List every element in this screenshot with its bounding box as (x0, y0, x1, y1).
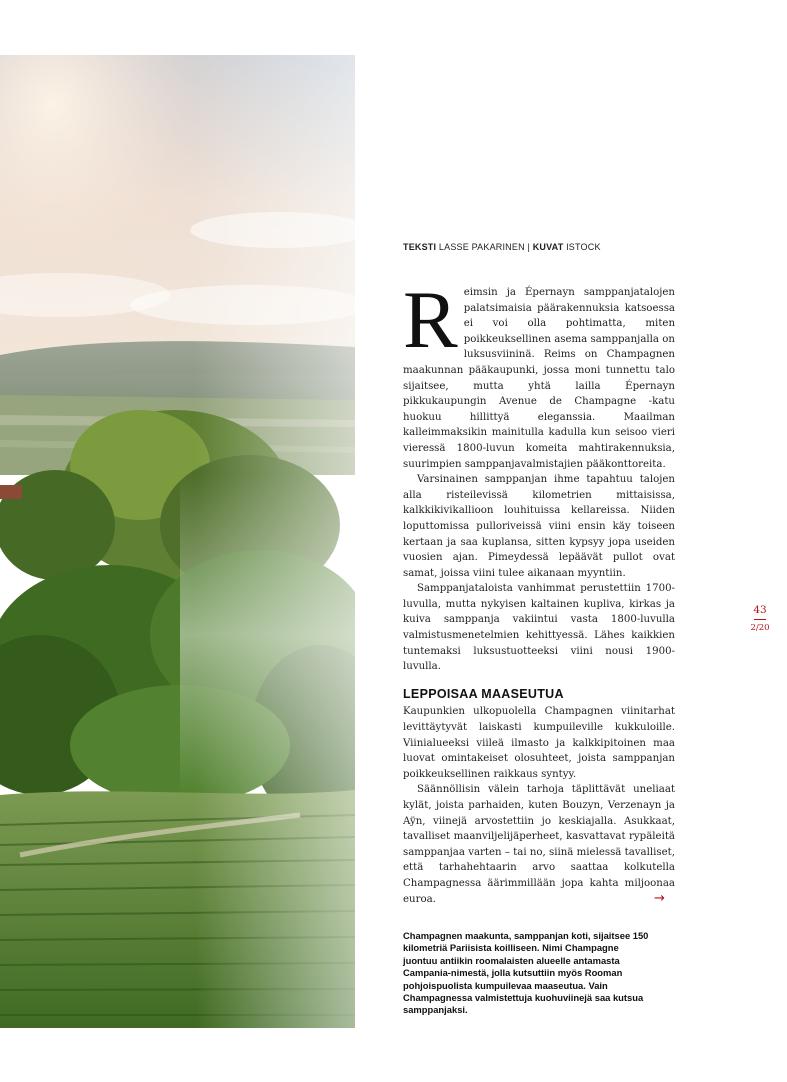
page-number: 43 (753, 604, 767, 616)
paragraph: Kaupunkien ulkopuolella Champagnen viinitarhat levittäytyvät laiskasti kumpuileville kukkuloille. Viinialueeksi viileä ilmasto ja kalkkipitoinen maa luovat omintakeiset olosuhteet, joista samppanjan poikkeuksellinen raikkaus syntyy. (403, 706, 675, 780)
page-divider (754, 619, 766, 620)
article-body (403, 274, 675, 907)
page-indicator (740, 604, 780, 633)
section-heading: LEPPOISAA MAASEUTUA (403, 686, 564, 701)
drop-cap: R (403, 274, 458, 365)
photo-caption: Champagnen maakunta, samppanjan koti, sijaitsee 150 kilometriä Pariisista koilliseen. Nimi Champagne juontuu antiikin roomalaisten alueelle antamasta Campania-nimestä, jolla kutsuttiin myös Rooman pohjoispuolista kumpuilevaa maaseutua. Vain Champagnessa valmistettuja kuohuviinejä saa kutsua samppanjaksi. (403, 930, 649, 1016)
photo-source: ISTOCK (566, 242, 601, 252)
page-count: 2/20 (750, 623, 770, 633)
byline (403, 242, 733, 252)
paragraph: Varsinainen samppanjan ihme tapahtuu talojen alla risteilevissä kilometrien mittaisissa, kalkkikivikallioon louhituissa kellareissa. Niiden loputtomissa pulloriveissä viini ensin käy toiseen kertaan ja saa kuplansa, sitten kypsyy jopa useiden vuosien ajan. Pimeydessä lepäävät pullot ovat samat, joissa viini tulee aikanaan myyntiin. (403, 474, 675, 579)
paragraph: Samppanjataloista vanhimmat perustettiin 1700-luvulla, mutta nykyisen kaltainen kupliva, kirkas ja kuiva samppanja vakiintui vasta 1800-luvulla valmistusmenetelmien kehittyessä. Lähes kaikkien tuntemaksi luksustuotteeksi viini nousi 1900-luvulla. (403, 583, 675, 673)
vineyard-photo (0, 55, 355, 1028)
photo-credit-label: KUVAT (532, 242, 564, 252)
paragraph: Säännöllisin välein tarhoja täplittävät uneliaat kylät, joista parhaiden, kuten Bouzyn, Verzenayn ja Aÿn, viinejä arvostettiin jo keskiajalla. Asukkaat, tavalliset maanviljelijäperheet, kasvattavat rypäleitä samppanjaa varten – tai no, siinä mielessä tavalliset, että tarhahehtaarin arvo saattaa kolkutella Champagnessa äärimmillään jopa kahta miljoonaa euroa. (403, 784, 675, 905)
paragraph: eimsin ja Épernayn samppanjatalojen palatsimaisia päärakennuksia katsoessa ei voi olla pohtimatta, miten poikkeuksellinen asema samppanjalla on luksusviininä. Reims on Champagnen maakunnan pääkaupunki, jossa moni tunnettu talo sijaitsee, mutta yhtä lailla Épernayn pikkukaupungin Avenue de Champagne -katu huokuu hillittyä eleganssia. Maailman kalleimmaksikin mainitulla kadulla kun seisoo vieri vieressä 1800-luvun komeita mahtirakennuksia, suurimpien samppanjavalmistajien pääkonttoreita. (403, 287, 675, 470)
text-credit-label: TEKSTI (403, 242, 437, 252)
credit-separator: | (527, 242, 531, 252)
continue-arrow-icon: → (654, 891, 665, 906)
text-author: LASSE PAKARINEN (438, 242, 525, 252)
